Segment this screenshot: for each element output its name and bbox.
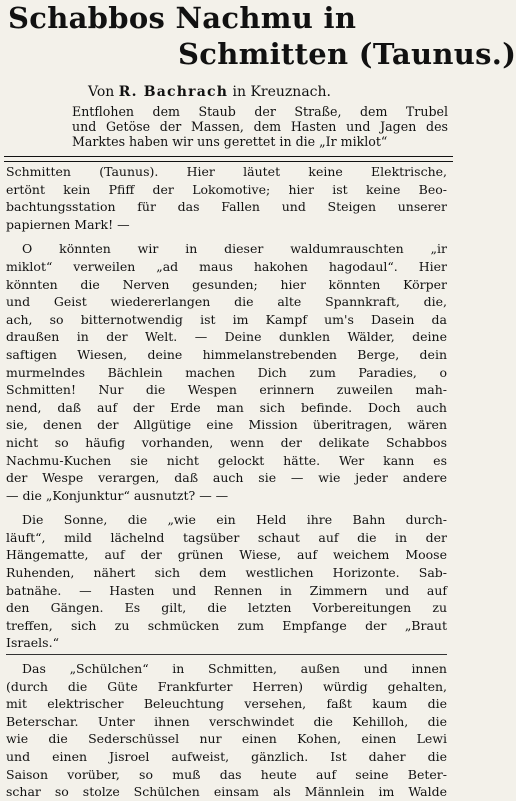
text-line: Das „Schülchen“ in Schmitten, außen und innen	[22, 661, 447, 677]
paragraph-3	[6, 511, 447, 652]
text-line: Nachmu-Kuchen sie nicht gelockt hätte. Wer kann es	[6, 452, 447, 468]
text-line: batnähe. — Hasten und Rennen in Zimmern und auf	[6, 582, 447, 598]
text-line: könnten die Nerven gesunden; hier könnten Körper	[6, 276, 447, 292]
section-divider	[4, 156, 453, 162]
paragraph-divider	[6, 654, 447, 656]
text-line: ach, so bitternotwendig ist im Kampf um's Dasein da	[6, 311, 447, 327]
lead-line: und Getöse der Massen, dem Hasten und Jagen des	[72, 119, 448, 134]
text-line: murmelndes Bächlein machen Dich zum Paradies, o	[6, 364, 447, 380]
text-line: — die „Konjunktur“ ausnutzt? — —	[6, 487, 229, 503]
lead-line: Entflohen dem Staub der Straße, dem Trubel	[72, 104, 448, 119]
paragraph-1	[6, 163, 447, 233]
text-line: ertönt kein Pfiff der Lokomotive; hier ist keine Beo-	[6, 181, 447, 197]
text-line: mit elektrischer Beleuchtung versehen, faßt kaum die	[6, 696, 447, 712]
byline-location: in Kreuznach.	[232, 84, 331, 100]
text-line: O könnten wir in dieser waldumrauschten „ir	[22, 241, 447, 257]
text-line: Beterschar. Unter ihnen verschwindet die Kehilloh, die	[6, 713, 447, 729]
text-line: Schmitten! Nur die Wespen erinnern zuweilen mah-	[6, 382, 447, 398]
text-line: Israels.“	[6, 635, 59, 651]
paragraph-2	[6, 240, 447, 504]
text-line: papiernen Mark! —	[6, 216, 130, 232]
byline-author: R. Bachrach	[118, 84, 229, 100]
lead-line: Marktes haben wir uns gerettet in die „Ir miklot“	[72, 134, 388, 149]
text-line: Schmitten (Taunus). Hier läutet keine Elektrische,	[6, 164, 447, 179]
text-line: und einen Jisroel aufweist, gänzlich. Ist daher die	[6, 749, 447, 764]
text-line: wie die Sederschüssel nur einen Kohen, einen Lewi	[6, 731, 447, 747]
text-line: und Geist wiedererlangen die alte Spannkraft, die,	[6, 294, 447, 310]
text-line: den Gängen. Es gilt, die letzten Vorbereitungen zu	[6, 600, 447, 616]
text-line: Ruhenden, nähert sich dem westlichen Horizonte. Sab-	[6, 565, 447, 581]
lead-paragraph	[72, 104, 448, 149]
text-line: nend, daß auf der Erde man sich befinde. Doch auch	[6, 399, 447, 415]
article-body	[6, 163, 447, 801]
byline-prefix: Von	[88, 84, 115, 100]
text-line: läuft“, mild lächelnd tagsüber schaut auf die in der	[6, 529, 447, 545]
text-line: treffen, sich zu schmücken zum Empfange der „Braut	[6, 617, 447, 633]
text-line: sie, denen der Allgütige eine Mission überitragen, wären	[6, 417, 447, 433]
text-line: bachtungsstation für das Fallen und Steigen unserer	[6, 199, 447, 215]
text-line: (durch die Güte Frankfurter Herren) würdig gehalten,	[6, 678, 447, 694]
text-line: nicht so häufig vorhanden, wenn der delikate Schabbos	[6, 434, 447, 450]
text-line: draußen in der Welt. — Deine dunklen Wälder, deine	[6, 329, 447, 345]
paragraph-4	[6, 660, 447, 801]
headline-line-2: Schmitten (Taunus.)	[178, 37, 516, 71]
text-line: miklot“ verweilen „ad maus hakohen hagodaul“. Hier	[6, 258, 447, 274]
text-line: Die Sonne, die „wie ein Held ihre Bahn durch-	[22, 512, 447, 528]
text-line: schar so stolze Schülchen einsam als Männlein im Walde	[6, 784, 447, 800]
text-line: saftigen Wiesen, deine himmelanstrebenden Berge, dein	[6, 346, 447, 362]
headline-line-1: Schabbos Nachmu in	[8, 1, 357, 35]
byline	[88, 84, 331, 100]
text-line: Saison vorüber, so muß das heute auf seine Beter-	[6, 766, 447, 782]
text-line: Hängematte, auf der grünen Wiese, auf weichem Moose	[6, 547, 447, 563]
text-line: der Wespe verargen, daß auch sie — wie jeder andere	[6, 470, 447, 486]
